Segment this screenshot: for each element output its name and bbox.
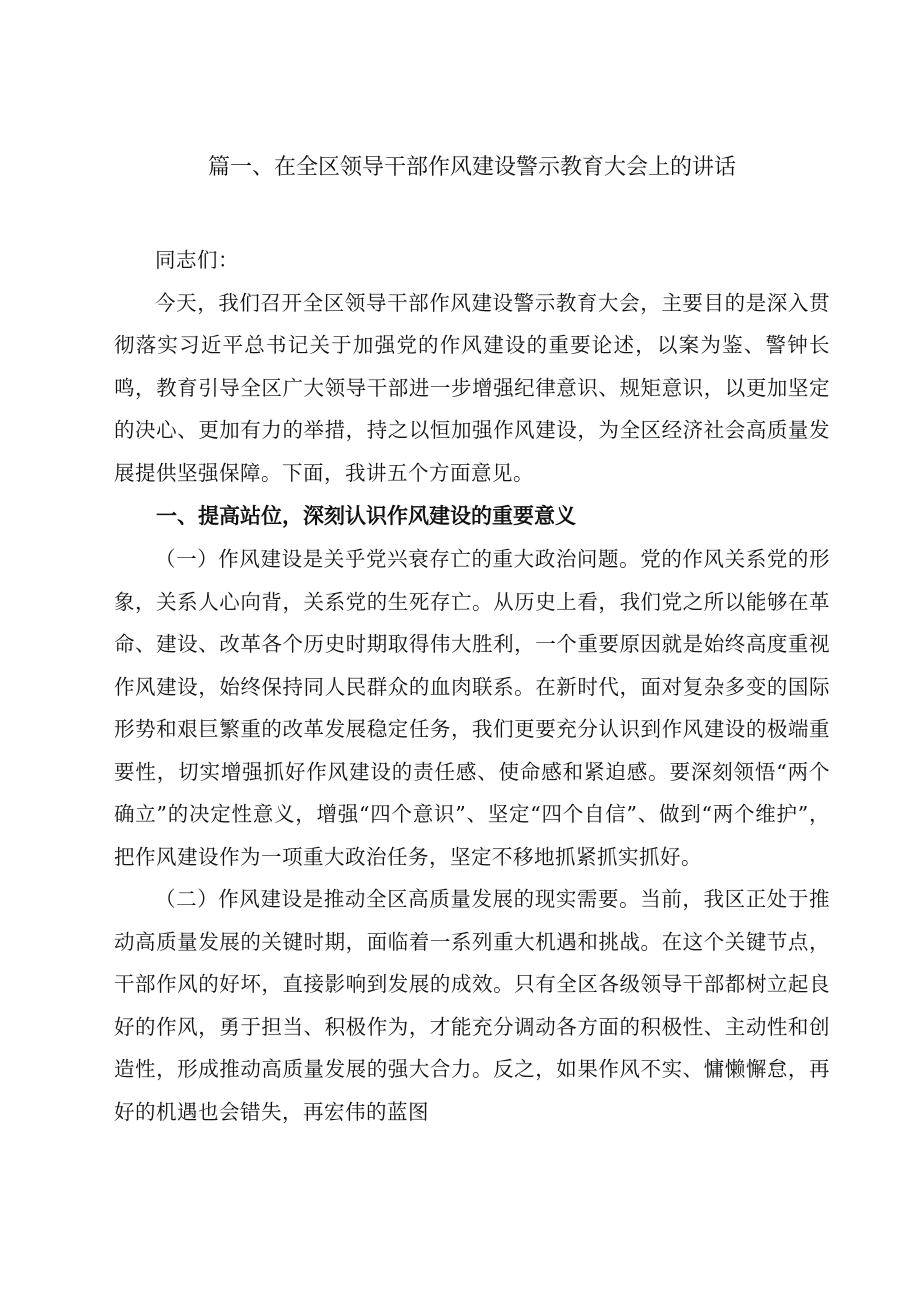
paragraph-section1-point2: （二）作风建设是推动全区高质量发展的现实需要。当前，我区正处于推动高质量发展的关键时期，面临着一系列重大机遇和挑战。在这个关键节点，干部作风的好坏，直接影响到发展的成效。只有全区各级领导干部都树立起良好的作风，勇于担当、积极作为，才能充分调动各方面的积极性、主动性和创造性，形成推动高质量发展的强大合力。反之，如果作风不实、慵懒懈怠，再好的机遇也会错失，再宏伟的蓝图	[114, 887, 830, 1124]
intro-paragraph: 今天，我们召开全区领导干部作风建设警示教育大会，主要目的是深入贯彻落实习近平总书记关于加强党的作风建设的重要论述，以案为鉴、警钟长鸣，教育引导全区广大领导干部进一步增强纪律意识、规矩意识，以更加坚定的决心、更加有力的举措，持之以恒加强作风建设，为全区经济社会高质量发展提供坚强保障。下面，我讲五个方面意见。	[114, 290, 830, 485]
salutation: 同志们：	[155, 248, 239, 272]
document-title: 篇一、在全区领导干部作风建设警示教育大会上的讲话	[207, 155, 736, 180]
document-body	[114, 239, 830, 1133]
paragraph-section1-point1: （一）作风建设是关乎党兴衰存亡的重大政治问题。党的作风关系党的形象，关系人心向背，关系党的生死存亡。从历史上看，我们党之所以能够在革命、建设、改革各个历史时期取得伟大胜利，一个重要原因就是始终高度重视作风建设，始终保持同人民群众的血肉联系。在新时代，面对复杂多变的国际形势和艰巨繁重的改革发展稳定任务，我们更要充分认识到作风建设的极端重要性，切实增强抓好作风建设的责任感、使命感和紧迫感。要深刻领悟“两个确立”的决定性意义，增强“四个意识”、坚定“四个自信”、做到“两个维护”，把作风建设作为一项重大政治任务，坚定不移地抓紧抓实抓好。	[114, 547, 830, 869]
section-heading: 一、提高站位，深刻认识作风建设的重要意义	[156, 504, 576, 528]
